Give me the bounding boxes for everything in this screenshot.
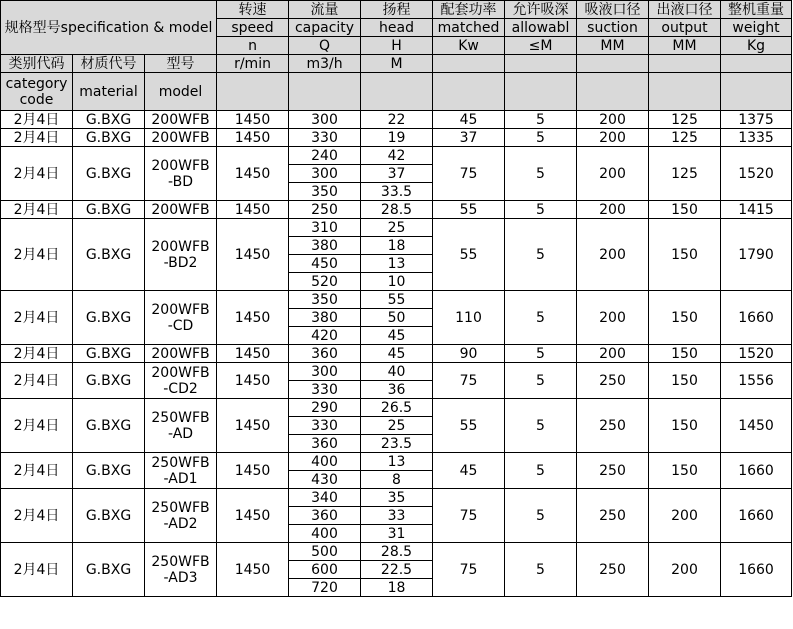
header-suction-sym: MM xyxy=(577,37,649,55)
cell-suction-depth: 5 xyxy=(505,291,577,345)
cell-speed: 1450 xyxy=(217,489,289,543)
cell-head: 45 xyxy=(361,345,433,363)
cell-category: 2月4日 xyxy=(1,201,73,219)
cell-head: 8 xyxy=(361,471,433,489)
cell-suction-depth: 5 xyxy=(505,363,577,399)
cell-material: G.BXG xyxy=(73,543,145,597)
cell-capacity: 380 xyxy=(289,309,361,327)
cell-head: 35 xyxy=(361,489,433,507)
header-head-cn: 扬程 xyxy=(361,1,433,19)
spec-title-cell: 规格型号specification & model xyxy=(1,1,217,55)
cell-capacity: 500 xyxy=(289,543,361,561)
header-model-cn: 型号 xyxy=(145,55,217,73)
cell-capacity: 240 xyxy=(289,147,361,165)
cell-model: 200WFB -BD2 xyxy=(145,219,217,291)
cell-capacity: 350 xyxy=(289,291,361,309)
cell-weight: 1520 xyxy=(721,147,792,201)
header-suction-depth-unit xyxy=(505,55,577,73)
cell-material: G.BXG xyxy=(73,147,145,201)
cell-speed: 1450 xyxy=(217,543,289,597)
cell-capacity: 300 xyxy=(289,165,361,183)
cell-head: 22 xyxy=(361,111,433,129)
cell-head: 10 xyxy=(361,273,433,291)
header-weight-sym: Kg xyxy=(721,37,792,55)
table-row xyxy=(1,489,792,507)
cell-suction: 200 xyxy=(577,129,649,147)
cell-suction-depth: 5 xyxy=(505,147,577,201)
cell-output: 150 xyxy=(649,345,721,363)
header-suction-en: suction xyxy=(577,19,649,37)
cell-weight: 1375 xyxy=(721,111,792,129)
cell-suction: 250 xyxy=(577,363,649,399)
header-output-sym: MM xyxy=(649,37,721,55)
header-suction-depth-sym: ≤M xyxy=(505,37,577,55)
header-suction-depth-en: allowabl xyxy=(505,19,577,37)
cell-head: 36 xyxy=(361,381,433,399)
cell-output: 125 xyxy=(649,147,721,201)
cell-category: 2月4日 xyxy=(1,219,73,291)
cell-suction: 250 xyxy=(577,453,649,489)
cell-speed: 1450 xyxy=(217,453,289,489)
table-row xyxy=(1,363,792,381)
cell-material: G.BXG xyxy=(73,453,145,489)
cell-material: G.BXG xyxy=(73,291,145,345)
header-speed-unit: r/min xyxy=(217,55,289,73)
header-suction-unit xyxy=(577,55,649,73)
cell-suction: 200 xyxy=(577,201,649,219)
cell-head: 40 xyxy=(361,363,433,381)
header-model-en: model xyxy=(145,73,217,111)
cell-model: 200WFB xyxy=(145,345,217,363)
cell-power: 55 xyxy=(433,219,505,291)
cell-category: 2月4日 xyxy=(1,453,73,489)
cell-model: 200WFB xyxy=(145,129,217,147)
cell-weight: 1660 xyxy=(721,453,792,489)
cell-capacity: 600 xyxy=(289,561,361,579)
header-material-en: material xyxy=(73,73,145,111)
header-row-en-sub xyxy=(1,73,792,111)
cell-head: 50 xyxy=(361,309,433,327)
table-row xyxy=(1,291,792,309)
cell-suction: 200 xyxy=(577,291,649,345)
cell-speed: 1450 xyxy=(217,219,289,291)
table-row xyxy=(1,543,792,561)
cell-speed: 1450 xyxy=(217,363,289,399)
header-capacity-unit: m3/h xyxy=(289,55,361,73)
cell-output: 150 xyxy=(649,399,721,453)
cell-weight: 1520 xyxy=(721,345,792,363)
cell-model: 200WFB xyxy=(145,201,217,219)
cell-head: 25 xyxy=(361,417,433,435)
cell-capacity: 250 xyxy=(289,201,361,219)
cell-head: 13 xyxy=(361,453,433,471)
cell-capacity: 350 xyxy=(289,183,361,201)
cell-category: 2月4日 xyxy=(1,345,73,363)
cell-power: 75 xyxy=(433,363,505,399)
cell-capacity: 420 xyxy=(289,327,361,345)
cell-output: 200 xyxy=(649,543,721,597)
cell-capacity: 430 xyxy=(289,471,361,489)
cell-capacity: 330 xyxy=(289,129,361,147)
cell-category: 2月4日 xyxy=(1,399,73,453)
cell-power: 75 xyxy=(433,147,505,201)
cell-head: 23.5 xyxy=(361,435,433,453)
cell-head: 45 xyxy=(361,327,433,345)
cell-material: G.BXG xyxy=(73,129,145,147)
header-category-cn: 类别代码 xyxy=(1,55,73,73)
cell-output: 150 xyxy=(649,363,721,399)
cell-head: 18 xyxy=(361,237,433,255)
cell-power: 75 xyxy=(433,489,505,543)
cell-weight: 1335 xyxy=(721,129,792,147)
cell-speed: 1450 xyxy=(217,147,289,201)
cell-weight: 1790 xyxy=(721,219,792,291)
cell-power: 110 xyxy=(433,291,505,345)
cell-output: 150 xyxy=(649,219,721,291)
cell-model: 200WFB -BD xyxy=(145,147,217,201)
cell-suction-depth: 5 xyxy=(505,399,577,453)
cell-category: 2月4日 xyxy=(1,489,73,543)
header-suction-depth-cn: 允许吸深 xyxy=(505,1,577,19)
cell-power: 37 xyxy=(433,129,505,147)
header-capacity-sym: Q xyxy=(289,37,361,55)
cell-material: G.BXG xyxy=(73,363,145,399)
cell-suction-depth: 5 xyxy=(505,453,577,489)
cell-capacity: 300 xyxy=(289,111,361,129)
cell-speed: 1450 xyxy=(217,399,289,453)
table-row xyxy=(1,219,792,237)
cell-head: 19 xyxy=(361,129,433,147)
header-category-en: category code xyxy=(1,73,73,111)
cell-suction: 200 xyxy=(577,219,649,291)
table-row xyxy=(1,453,792,471)
cell-output: 150 xyxy=(649,201,721,219)
cell-capacity: 300 xyxy=(289,363,361,381)
cell-suction: 200 xyxy=(577,147,649,201)
header-speed-cn: 转速 xyxy=(217,1,289,19)
cell-head: 28.5 xyxy=(361,201,433,219)
cell-head: 33.5 xyxy=(361,183,433,201)
table-row xyxy=(1,129,792,147)
table-row xyxy=(1,111,792,129)
cell-capacity: 360 xyxy=(289,507,361,525)
cell-weight: 1660 xyxy=(721,291,792,345)
cell-output: 200 xyxy=(649,489,721,543)
cell-speed: 1450 xyxy=(217,129,289,147)
cell-speed: 1450 xyxy=(217,345,289,363)
cell-model: 250WFB -AD3 xyxy=(145,543,217,597)
cell-weight: 1556 xyxy=(721,363,792,399)
cell-material: G.BXG xyxy=(73,111,145,129)
header-row-unit xyxy=(1,55,792,73)
cell-head: 13 xyxy=(361,255,433,273)
cell-capacity: 330 xyxy=(289,417,361,435)
cell-head: 22.5 xyxy=(361,561,433,579)
table-row xyxy=(1,345,792,363)
cell-capacity: 360 xyxy=(289,435,361,453)
cell-category: 2月4日 xyxy=(1,543,73,597)
cell-capacity: 340 xyxy=(289,489,361,507)
header-weight-unit xyxy=(721,55,792,73)
cell-suction-depth: 5 xyxy=(505,201,577,219)
cell-category: 2月4日 xyxy=(1,363,73,399)
cell-capacity: 360 xyxy=(289,345,361,363)
cell-weight: 1660 xyxy=(721,543,792,597)
cell-capacity: 520 xyxy=(289,273,361,291)
cell-model: 250WFB -AD2 xyxy=(145,489,217,543)
header-head-unit: M xyxy=(361,55,433,73)
header-speed-sym: n xyxy=(217,37,289,55)
cell-material: G.BXG xyxy=(73,345,145,363)
cell-category: 2月4日 xyxy=(1,291,73,345)
header-output-cn: 出液口径 xyxy=(649,1,721,19)
header-material-cn: 材质代号 xyxy=(73,55,145,73)
header-row-cn xyxy=(1,1,792,19)
cell-capacity: 400 xyxy=(289,453,361,471)
header-power-en: matched xyxy=(433,19,505,37)
header-suction-cn: 吸液口径 xyxy=(577,1,649,19)
table-row xyxy=(1,399,792,417)
cell-output: 150 xyxy=(649,291,721,345)
cell-category: 2月4日 xyxy=(1,111,73,129)
cell-power: 90 xyxy=(433,345,505,363)
cell-output: 125 xyxy=(649,129,721,147)
cell-model: 200WFB -CD2 xyxy=(145,363,217,399)
cell-category: 2月4日 xyxy=(1,129,73,147)
cell-model: 250WFB -AD1 xyxy=(145,453,217,489)
cell-suction: 250 xyxy=(577,543,649,597)
cell-head: 55 xyxy=(361,291,433,309)
cell-weight: 1450 xyxy=(721,399,792,453)
cell-suction: 200 xyxy=(577,345,649,363)
cell-suction: 250 xyxy=(577,489,649,543)
header-power-cn: 配套功率 xyxy=(433,1,505,19)
cell-model: 250WFB -AD xyxy=(145,399,217,453)
cell-power: 55 xyxy=(433,399,505,453)
cell-output: 125 xyxy=(649,111,721,129)
cell-material: G.BXG xyxy=(73,399,145,453)
header-head-en: head xyxy=(361,19,433,37)
cell-head: 28.5 xyxy=(361,543,433,561)
header-speed-en: speed xyxy=(217,19,289,37)
cell-head: 18 xyxy=(361,579,433,597)
cell-material: G.BXG xyxy=(73,219,145,291)
header-weight-cn: 整机重量 xyxy=(721,1,792,19)
cell-power: 45 xyxy=(433,453,505,489)
cell-power: 45 xyxy=(433,111,505,129)
cell-material: G.BXG xyxy=(73,201,145,219)
header-power-unit xyxy=(433,55,505,73)
header-capacity-en: capacity xyxy=(289,19,361,37)
cell-category: 2月4日 xyxy=(1,147,73,201)
cell-output: 150 xyxy=(649,453,721,489)
cell-suction-depth: 5 xyxy=(505,129,577,147)
cell-suction-depth: 5 xyxy=(505,111,577,129)
cell-suction-depth: 5 xyxy=(505,543,577,597)
cell-capacity: 310 xyxy=(289,219,361,237)
cell-suction-depth: 5 xyxy=(505,489,577,543)
cell-weight: 1660 xyxy=(721,489,792,543)
cell-model: 200WFB xyxy=(145,111,217,129)
cell-speed: 1450 xyxy=(217,111,289,129)
header-power-sym: Kw xyxy=(433,37,505,55)
cell-head: 37 xyxy=(361,165,433,183)
cell-material: G.BXG xyxy=(73,489,145,543)
table-row xyxy=(1,201,792,219)
cell-head: 33 xyxy=(361,507,433,525)
cell-capacity: 400 xyxy=(289,525,361,543)
header-output-unit xyxy=(649,55,721,73)
table-body xyxy=(1,111,792,597)
cell-head: 42 xyxy=(361,147,433,165)
cell-weight: 1415 xyxy=(721,201,792,219)
header-capacity-cn: 流量 xyxy=(289,1,361,19)
cell-suction-depth: 5 xyxy=(505,219,577,291)
cell-suction: 200 xyxy=(577,111,649,129)
cell-head: 31 xyxy=(361,525,433,543)
cell-capacity: 720 xyxy=(289,579,361,597)
cell-head: 25 xyxy=(361,219,433,237)
header-head-sym: H xyxy=(361,37,433,55)
cell-model: 200WFB -CD xyxy=(145,291,217,345)
cell-speed: 1450 xyxy=(217,291,289,345)
header-weight-en: weight xyxy=(721,19,792,37)
cell-speed: 1450 xyxy=(217,201,289,219)
header-output-en: output xyxy=(649,19,721,37)
cell-power: 55 xyxy=(433,201,505,219)
cell-capacity: 380 xyxy=(289,237,361,255)
cell-power: 75 xyxy=(433,543,505,597)
cell-suction-depth: 5 xyxy=(505,345,577,363)
cell-suction: 250 xyxy=(577,399,649,453)
cell-capacity: 450 xyxy=(289,255,361,273)
cell-capacity: 290 xyxy=(289,399,361,417)
cell-head: 26.5 xyxy=(361,399,433,417)
cell-capacity: 330 xyxy=(289,381,361,399)
table-row xyxy=(1,147,792,165)
